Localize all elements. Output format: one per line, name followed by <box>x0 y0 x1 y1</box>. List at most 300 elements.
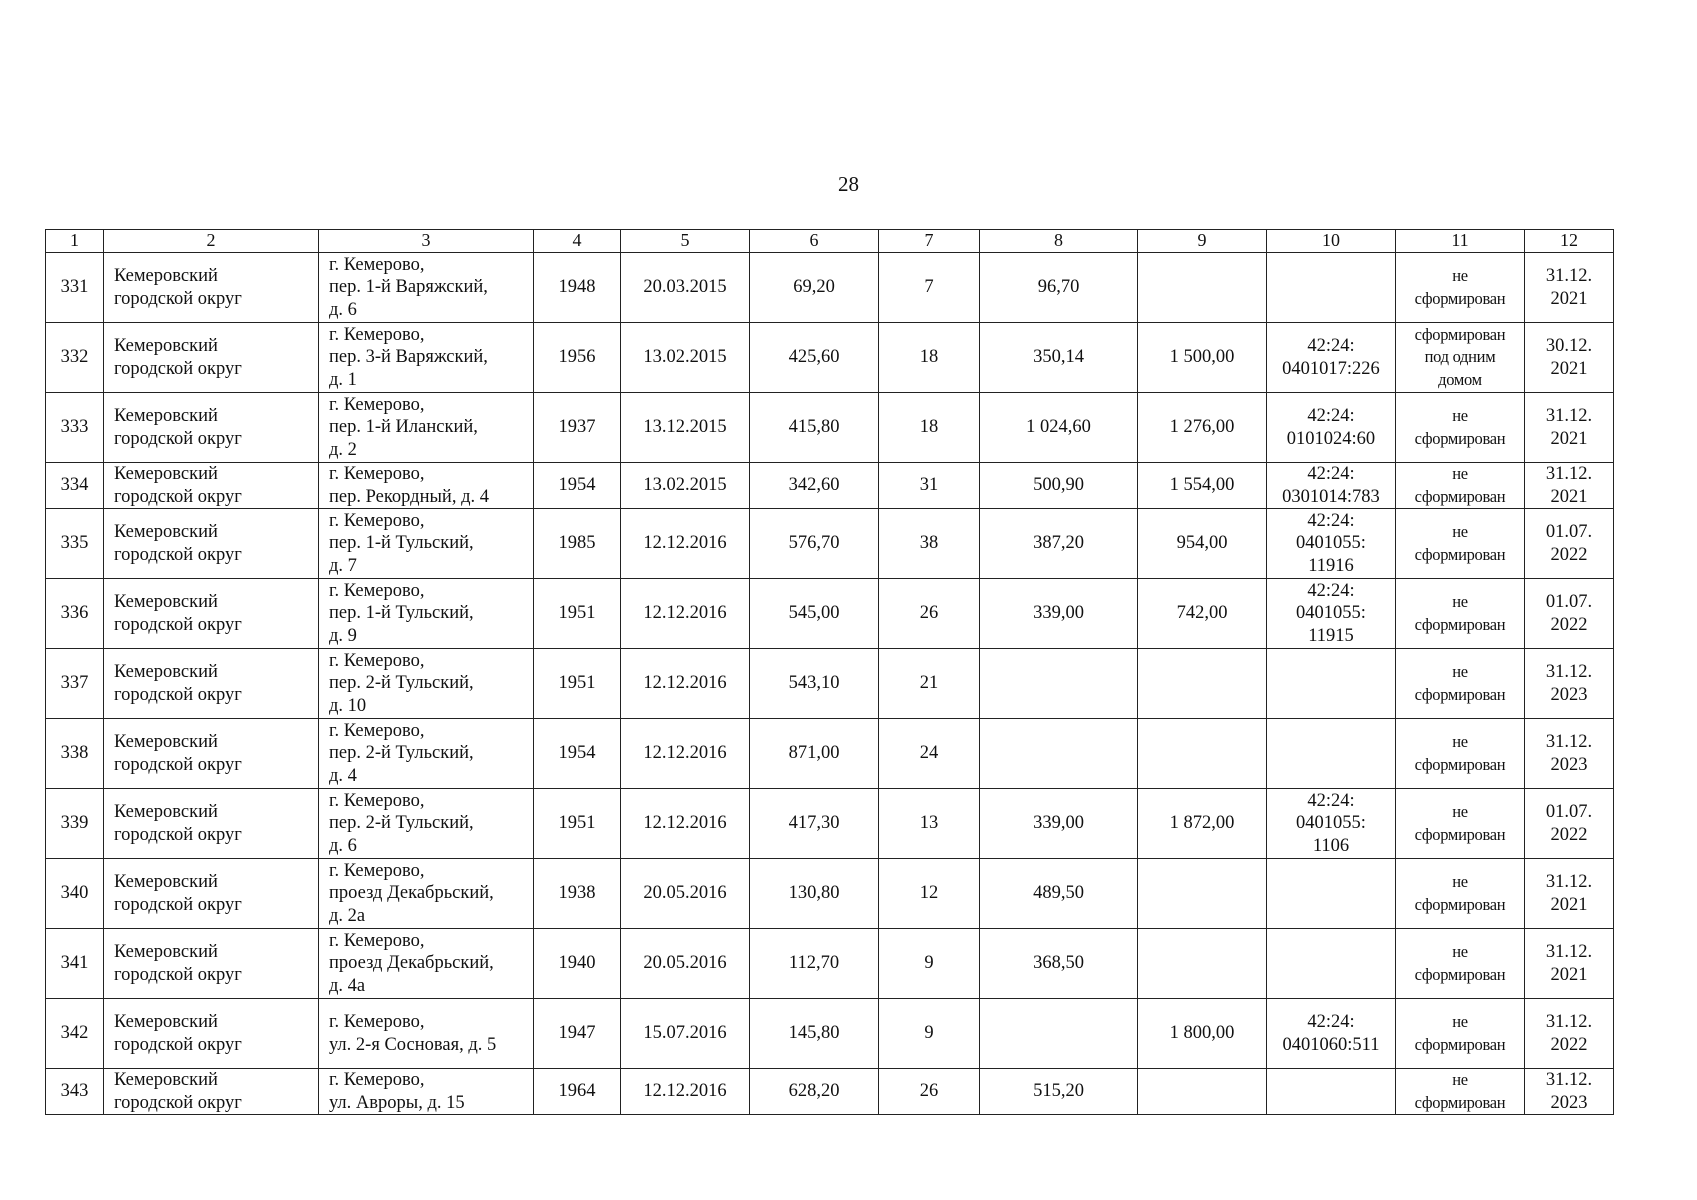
value9-cell: 1 554,00 <box>1138 463 1267 509</box>
value8-cell <box>980 999 1138 1069</box>
column-header: 9 <box>1138 230 1267 253</box>
row-number-cell: 340 <box>46 859 104 929</box>
count-cell: 7 <box>879 253 980 323</box>
cadastral-cell-line: 0301014:783 <box>1282 486 1380 507</box>
address-cell-line: пер. 1-й Варяжский, <box>329 277 488 298</box>
deadline-cell <box>1525 719 1614 789</box>
deadline-cell-line: 2022 <box>1550 1034 1588 1055</box>
cadastral-cell-line: 42:24: <box>1307 791 1355 812</box>
address-cell-line: д. 2 <box>329 439 357 460</box>
address-cell-line: пер. 2-й Тульский, <box>329 813 474 834</box>
district-cell-line: Кемеровский <box>114 872 218 893</box>
address-cell-line: пер. 2-й Тульский, <box>329 673 474 694</box>
count-cell: 9 <box>879 929 980 999</box>
value9-cell <box>1138 1069 1267 1115</box>
area-cell: 415,80 <box>750 393 879 463</box>
deadline-cell-line: 01.07. <box>1545 592 1593 613</box>
status-cell <box>1396 509 1525 579</box>
status-cell-line: сформирован <box>1414 1034 1506 1054</box>
date-cell: 20.05.2016 <box>621 929 750 999</box>
address-cell-line: г. Кемерово, <box>329 464 425 485</box>
district-cell <box>104 323 319 393</box>
address-cell <box>319 1069 534 1115</box>
address-cell-line: г. Кемерово, <box>329 1012 425 1033</box>
column-header: 2 <box>104 230 319 253</box>
district-cell <box>104 393 319 463</box>
table-row <box>46 509 1614 579</box>
count-cell: 13 <box>879 789 980 859</box>
address-cell <box>319 393 534 463</box>
area-cell: 112,70 <box>750 929 879 999</box>
date-cell: 13.02.2015 <box>621 463 750 509</box>
district-cell-line: городской округ <box>114 964 242 985</box>
count-cell: 26 <box>879 1069 980 1115</box>
district-cell-line: Кемеровский <box>114 732 218 753</box>
district-cell-line: городской округ <box>114 428 242 449</box>
status-cell-line: не <box>1452 942 1468 962</box>
value9-cell <box>1138 929 1267 999</box>
column-header: 6 <box>750 230 879 253</box>
table-row <box>46 929 1614 999</box>
deadline-cell-line: 31.12. <box>1545 1070 1593 1091</box>
count-cell: 18 <box>879 393 980 463</box>
cadastral-cell <box>1267 789 1396 859</box>
address-cell-line: д. 4а <box>329 975 366 996</box>
deadline-cell <box>1525 509 1614 579</box>
date-cell: 13.12.2015 <box>621 393 750 463</box>
cadastral-cell <box>1267 719 1396 789</box>
deadline-cell <box>1525 859 1614 929</box>
count-cell: 26 <box>879 579 980 649</box>
district-cell-line: Кемеровский <box>114 336 218 357</box>
cadastral-cell-line: 42:24: <box>1307 1012 1355 1033</box>
date-cell: 20.05.2016 <box>621 859 750 929</box>
status-cell-line: не <box>1452 872 1468 892</box>
area-cell: 545,00 <box>750 579 879 649</box>
address-cell-line: проезд Декабрьский, <box>329 953 494 974</box>
address-cell-line: ул. Авроры, д. 15 <box>329 1092 465 1113</box>
cadastral-cell <box>1267 649 1396 719</box>
cadastral-cell-line: 42:24: <box>1307 581 1355 602</box>
area-cell: 69,20 <box>750 253 879 323</box>
status-cell <box>1396 463 1525 509</box>
row-number-cell: 335 <box>46 509 104 579</box>
count-cell: 24 <box>879 719 980 789</box>
status-cell-line: сформирован <box>1414 614 1506 634</box>
status-cell-line: сформирован <box>1414 824 1506 844</box>
district-cell-line: городской округ <box>114 1092 242 1113</box>
table-row <box>46 999 1614 1069</box>
district-cell-line: Кемеровский <box>114 662 218 683</box>
deadline-cell <box>1525 579 1614 649</box>
cadastral-cell <box>1267 1069 1396 1115</box>
address-cell-line: г. Кемерово, <box>329 511 425 532</box>
count-cell: 12 <box>879 859 980 929</box>
value9-cell: 954,00 <box>1138 509 1267 579</box>
deadline-cell-line: 31.12. <box>1545 464 1593 485</box>
status-cell-line: сформирован <box>1414 486 1506 506</box>
address-cell-line: д. 10 <box>329 695 367 716</box>
cadastral-cell <box>1267 509 1396 579</box>
year-cell: 1948 <box>534 253 621 323</box>
address-cell-line: д. 6 <box>329 299 357 320</box>
address-cell <box>319 999 534 1069</box>
district-cell-line: городской округ <box>114 288 242 309</box>
deadline-cell-line: 30.12. <box>1545 336 1593 357</box>
date-cell: 15.07.2016 <box>621 999 750 1069</box>
deadline-cell-line: 01.07. <box>1545 802 1593 823</box>
district-cell-line: городской округ <box>114 684 242 705</box>
row-number-cell: 339 <box>46 789 104 859</box>
address-cell <box>319 929 534 999</box>
cadastral-cell <box>1267 253 1396 323</box>
status-cell <box>1396 859 1525 929</box>
district-cell-line: городской округ <box>114 754 242 775</box>
district-cell <box>104 463 319 509</box>
cadastral-cell <box>1267 859 1396 929</box>
column-header: 4 <box>534 230 621 253</box>
status-cell-line: домом <box>1438 369 1482 389</box>
value8-cell: 387,20 <box>980 509 1138 579</box>
address-cell-line: г. Кемерово, <box>329 255 425 276</box>
district-cell-line: городской округ <box>114 544 242 565</box>
row-number-cell: 338 <box>46 719 104 789</box>
status-cell-line: не <box>1452 592 1468 612</box>
status-cell-line: сформирован <box>1414 684 1506 704</box>
value9-cell <box>1138 649 1267 719</box>
status-cell-line: не <box>1452 522 1468 542</box>
value8-cell: 368,50 <box>980 929 1138 999</box>
deadline-cell-line: 2022 <box>1550 544 1588 565</box>
district-cell-line: городской округ <box>114 486 242 507</box>
cadastral-cell-line: 0401017:226 <box>1282 358 1380 379</box>
status-cell <box>1396 999 1525 1069</box>
deadline-cell-line: 31.12. <box>1545 732 1593 753</box>
deadline-cell-line: 2021 <box>1550 428 1588 449</box>
district-cell-line: Кемеровский <box>114 942 218 963</box>
page-number: 28 <box>838 172 859 196</box>
date-cell: 12.12.2016 <box>621 1069 750 1115</box>
status-cell-line: не <box>1452 662 1468 682</box>
deadline-cell-line: 2021 <box>1550 964 1588 985</box>
year-cell: 1938 <box>534 859 621 929</box>
value9-cell <box>1138 719 1267 789</box>
status-cell <box>1396 649 1525 719</box>
row-number-cell: 334 <box>46 463 104 509</box>
status-cell-line: сформирован <box>1414 964 1506 984</box>
district-cell-line: Кемеровский <box>114 1012 218 1033</box>
status-cell <box>1396 253 1525 323</box>
status-cell-line: не <box>1452 266 1468 286</box>
status-cell-line: не <box>1452 406 1468 426</box>
year-cell: 1956 <box>534 323 621 393</box>
district-cell-line: городской округ <box>114 824 242 845</box>
deadline-cell <box>1525 253 1614 323</box>
address-cell-line: д. 6 <box>329 835 357 856</box>
row-number-cell: 333 <box>46 393 104 463</box>
date-cell: 12.12.2016 <box>621 509 750 579</box>
value8-cell: 489,50 <box>980 859 1138 929</box>
status-cell <box>1396 323 1525 393</box>
cadastral-cell <box>1267 929 1396 999</box>
status-cell <box>1396 719 1525 789</box>
status-cell <box>1396 1069 1525 1115</box>
address-cell <box>319 649 534 719</box>
address-cell <box>319 463 534 509</box>
table-row <box>46 463 1614 509</box>
column-header: 7 <box>879 230 980 253</box>
table-row <box>46 323 1614 393</box>
row-number-cell: 331 <box>46 253 104 323</box>
area-cell: 342,60 <box>750 463 879 509</box>
value8-cell: 339,00 <box>980 579 1138 649</box>
status-cell-line: сформирован <box>1414 325 1506 345</box>
area-cell: 417,30 <box>750 789 879 859</box>
district-cell-line: Кемеровский <box>114 802 218 823</box>
cadastral-cell-line: 0401055: <box>1296 603 1366 624</box>
year-cell: 1940 <box>534 929 621 999</box>
status-cell-line: не <box>1452 732 1468 752</box>
date-cell: 12.12.2016 <box>621 789 750 859</box>
date-cell: 13.02.2015 <box>621 323 750 393</box>
deadline-cell-line: 31.12. <box>1545 266 1593 287</box>
table-row <box>46 393 1614 463</box>
address-cell-line: д. 4 <box>329 765 357 786</box>
value8-cell: 96,70 <box>980 253 1138 323</box>
status-cell-line: под одним <box>1424 347 1496 367</box>
column-header: 3 <box>319 230 534 253</box>
value8-cell <box>980 649 1138 719</box>
address-cell-line: д. 9 <box>329 625 357 646</box>
district-cell-line: Кемеровский <box>114 1070 218 1091</box>
district-cell <box>104 929 319 999</box>
deadline-cell-line: 2023 <box>1550 1092 1588 1113</box>
address-cell-line: г. Кемерово, <box>329 395 425 416</box>
deadline-cell-line: 2021 <box>1550 358 1588 379</box>
status-cell <box>1396 579 1525 649</box>
date-cell: 20.03.2015 <box>621 253 750 323</box>
district-cell <box>104 999 319 1069</box>
address-cell-line: г. Кемерово, <box>329 861 425 882</box>
address-cell-line: пер. 1-й Тульский, <box>329 603 474 624</box>
row-number-cell: 336 <box>46 579 104 649</box>
deadline-cell-line: 31.12. <box>1545 406 1593 427</box>
column-header: 1 <box>46 230 104 253</box>
district-cell <box>104 1069 319 1115</box>
deadline-cell-line: 2021 <box>1550 894 1588 915</box>
district-cell <box>104 579 319 649</box>
row-number-cell: 341 <box>46 929 104 999</box>
address-cell-line: г. Кемерово, <box>329 791 425 812</box>
area-cell: 425,60 <box>750 323 879 393</box>
address-cell-line: г. Кемерово, <box>329 1070 425 1091</box>
deadline-cell-line: 01.07. <box>1545 522 1593 543</box>
table-row <box>46 649 1614 719</box>
value8-cell: 339,00 <box>980 789 1138 859</box>
year-cell: 1937 <box>534 393 621 463</box>
status-cell-line: не <box>1452 802 1468 822</box>
deadline-cell <box>1525 393 1614 463</box>
address-cell-line: г. Кемерово, <box>329 721 425 742</box>
district-cell-line: Кемеровский <box>114 592 218 613</box>
count-cell: 9 <box>879 999 980 1069</box>
area-cell: 871,00 <box>750 719 879 789</box>
table-row <box>46 579 1614 649</box>
area-cell: 628,20 <box>750 1069 879 1115</box>
area-cell: 543,10 <box>750 649 879 719</box>
cadastral-cell <box>1267 463 1396 509</box>
cadastral-cell-line: 0401060:511 <box>1282 1034 1380 1055</box>
address-cell-line: г. Кемерово, <box>329 581 425 602</box>
district-cell-line: Кемеровский <box>114 406 218 427</box>
address-cell <box>319 253 534 323</box>
district-cell-line: Кемеровский <box>114 464 218 485</box>
cadastral-cell-line: 11916 <box>1308 555 1354 576</box>
district-cell <box>104 719 319 789</box>
district-cell-line: Кемеровский <box>114 522 218 543</box>
district-cell <box>104 859 319 929</box>
deadline-cell <box>1525 929 1614 999</box>
area-cell: 576,70 <box>750 509 879 579</box>
value8-cell: 500,90 <box>980 463 1138 509</box>
address-cell-line: пер. Рекордный, д. 4 <box>329 486 489 507</box>
area-cell: 130,80 <box>750 859 879 929</box>
year-cell: 1954 <box>534 719 621 789</box>
address-cell-line: д. 2а <box>329 905 366 926</box>
status-cell <box>1396 789 1525 859</box>
cadastral-cell-line: 42:24: <box>1307 464 1355 485</box>
column-header: 5 <box>621 230 750 253</box>
deadline-cell-line: 31.12. <box>1545 942 1593 963</box>
cadastral-cell <box>1267 579 1396 649</box>
deadline-cell-line: 2021 <box>1550 288 1588 309</box>
value8-cell: 1 024,60 <box>980 393 1138 463</box>
count-cell: 38 <box>879 509 980 579</box>
address-cell-line: пер. 3-й Варяжский, <box>329 347 488 368</box>
deadline-cell <box>1525 463 1614 509</box>
district-cell <box>104 509 319 579</box>
status-cell <box>1396 929 1525 999</box>
year-cell: 1964 <box>534 1069 621 1115</box>
address-cell-line: пер. 2-й Тульский, <box>329 743 474 764</box>
row-number-cell: 343 <box>46 1069 104 1115</box>
status-cell <box>1396 393 1525 463</box>
status-cell-line: не <box>1452 1070 1468 1090</box>
row-number-cell: 337 <box>46 649 104 719</box>
cadastral-cell-line: 42:24: <box>1307 336 1355 357</box>
column-header: 8 <box>980 230 1138 253</box>
value9-cell: 742,00 <box>1138 579 1267 649</box>
address-cell-line: г. Кемерово, <box>329 651 425 672</box>
district-cell-line: Кемеровский <box>114 266 218 287</box>
district-cell-line: городской округ <box>114 358 242 379</box>
value8-cell: 350,14 <box>980 323 1138 393</box>
status-cell-line: не <box>1452 1012 1468 1032</box>
deadline-cell-line: 2022 <box>1550 614 1588 635</box>
deadline-cell-line: 31.12. <box>1545 872 1593 893</box>
deadline-cell-line: 2021 <box>1550 486 1588 507</box>
deadline-cell <box>1525 1069 1614 1115</box>
value9-cell: 1 276,00 <box>1138 393 1267 463</box>
cadastral-cell <box>1267 323 1396 393</box>
status-cell-line: сформирован <box>1414 1092 1506 1112</box>
status-cell-line: сформирован <box>1414 894 1506 914</box>
value9-cell: 1 500,00 <box>1138 323 1267 393</box>
deadline-cell-line: 2023 <box>1550 754 1588 775</box>
deadline-cell <box>1525 999 1614 1069</box>
header-row <box>46 230 1614 253</box>
status-cell-line: сформирован <box>1414 754 1506 774</box>
deadline-cell <box>1525 323 1614 393</box>
address-cell <box>319 323 534 393</box>
district-cell <box>104 789 319 859</box>
column-header: 10 <box>1267 230 1396 253</box>
address-cell-line: пер. 1-й Тульский, <box>329 533 474 554</box>
table-row <box>46 789 1614 859</box>
deadline-cell-line: 31.12. <box>1545 1012 1593 1033</box>
value9-cell <box>1138 253 1267 323</box>
deadline-cell <box>1525 649 1614 719</box>
address-cell <box>319 579 534 649</box>
cadastral-cell-line: 0101024:60 <box>1286 428 1376 449</box>
year-cell: 1951 <box>534 649 621 719</box>
status-cell-line: сформирован <box>1414 428 1506 448</box>
year-cell: 1954 <box>534 463 621 509</box>
table-row <box>46 253 1614 323</box>
district-cell <box>104 253 319 323</box>
count-cell: 18 <box>879 323 980 393</box>
address-cell <box>319 859 534 929</box>
address-cell-line: ул. 2-я Сосновая, д. 5 <box>329 1034 497 1055</box>
year-cell: 1985 <box>534 509 621 579</box>
year-cell: 1951 <box>534 579 621 649</box>
value9-cell: 1 872,00 <box>1138 789 1267 859</box>
value9-cell: 1 800,00 <box>1138 999 1267 1069</box>
address-cell-line: г. Кемерово, <box>329 325 425 346</box>
address-cell <box>319 789 534 859</box>
address-cell-line: д. 1 <box>329 369 357 390</box>
cadastral-cell-line: 1106 <box>1312 835 1350 856</box>
cadastral-cell-line: 0401055: <box>1296 533 1366 554</box>
year-cell: 1947 <box>534 999 621 1069</box>
address-cell-line: проезд Декабрьский, <box>329 883 494 904</box>
status-cell-line: не <box>1452 464 1468 484</box>
address-cell-line: пер. 1-й Иланский, <box>329 417 478 438</box>
cadastral-cell-line: 11915 <box>1308 625 1354 646</box>
district-cell <box>104 649 319 719</box>
deadline-cell-line: 2022 <box>1550 824 1588 845</box>
table-row <box>46 719 1614 789</box>
housing-table <box>45 229 1614 1115</box>
count-cell: 21 <box>879 649 980 719</box>
address-cell-line: г. Кемерово, <box>329 931 425 952</box>
status-cell-line: сформирован <box>1414 288 1506 308</box>
address-cell <box>319 719 534 789</box>
date-cell: 12.12.2016 <box>621 719 750 789</box>
year-cell: 1951 <box>534 789 621 859</box>
address-cell-line: д. 7 <box>329 555 357 576</box>
district-cell-line: городской округ <box>114 894 242 915</box>
row-number-cell: 342 <box>46 999 104 1069</box>
value9-cell <box>1138 859 1267 929</box>
table-row <box>46 1069 1614 1115</box>
cadastral-cell <box>1267 393 1396 463</box>
count-cell: 31 <box>879 463 980 509</box>
cadastral-cell-line: 0401055: <box>1296 813 1366 834</box>
deadline-cell-line: 31.12. <box>1545 662 1593 683</box>
value8-cell: 515,20 <box>980 1069 1138 1115</box>
deadline-cell <box>1525 789 1614 859</box>
